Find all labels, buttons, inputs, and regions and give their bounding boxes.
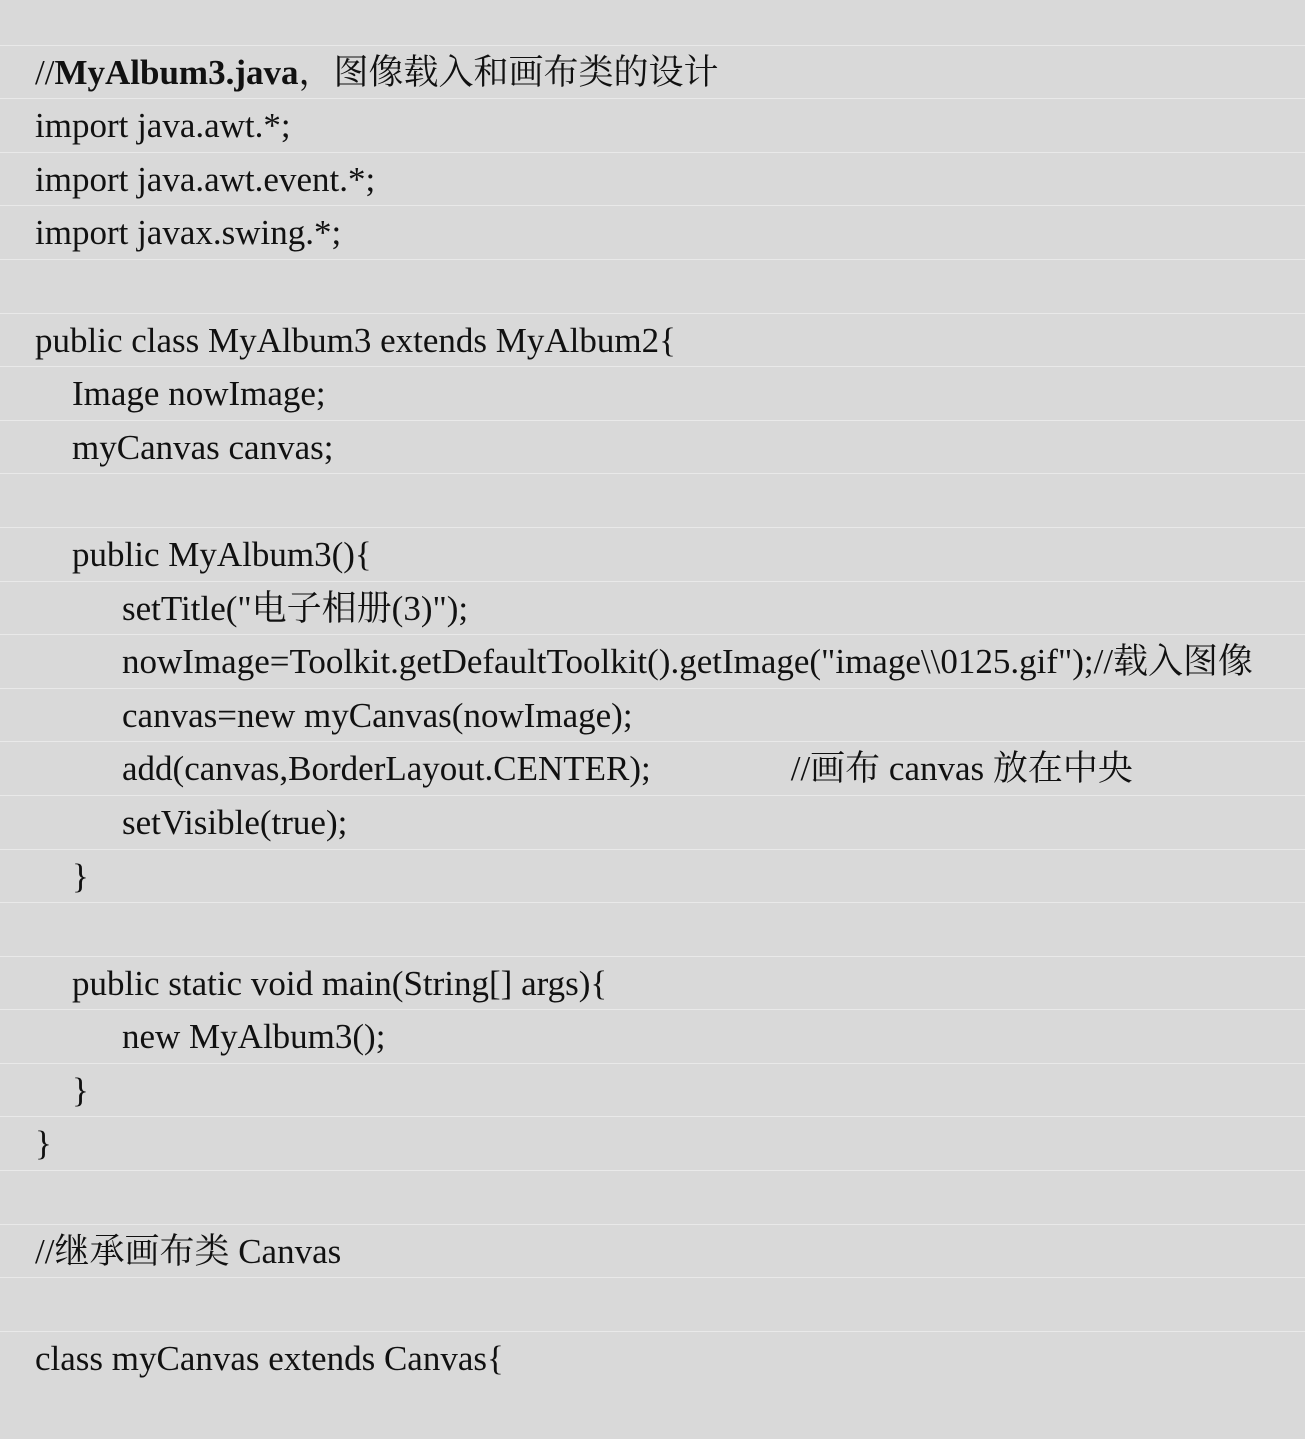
set-visible-statement: setVisible(true); <box>122 802 348 842</box>
field-canvas: myCanvas canvas; <box>72 427 334 467</box>
code-line <box>0 1171 1305 1271</box>
main-close-brace: } <box>72 1070 89 1110</box>
code-line <box>0 260 1305 360</box>
inherit-canvas-comment: //继承画布类 Canvas <box>35 1231 342 1271</box>
import-awt-event: import java.awt.event.*; <box>35 159 376 199</box>
file-description: ，图像载入和画布类的设计 <box>298 52 719 92</box>
get-image-statement: nowImage=Toolkit.getDefaultToolkit().getImage("image\\0125.gif");//载入图像 <box>122 642 1254 682</box>
code-line <box>0 1278 1305 1378</box>
constructor-close-brace: } <box>72 856 89 896</box>
class-declaration: public class MyAlbum3 extends MyAlbum2{ <box>35 320 676 360</box>
import-swing: import javax.swing.*; <box>35 213 342 253</box>
comment-prefix: // <box>35 52 55 92</box>
add-canvas-line <box>35 742 1133 796</box>
add-canvas-statement: add(canvas,BorderLayout.CENTER); <box>122 749 651 789</box>
canvas-class-declaration: class myCanvas extends Canvas{ <box>35 1338 504 1378</box>
code-line <box>0 1064 1305 1164</box>
code-line-header-comment <box>0 0 1305 92</box>
blank-line <box>0 850 1305 904</box>
import-awt: import java.awt.*; <box>35 106 291 146</box>
blank-line <box>0 1117 1305 1171</box>
code-line <box>0 474 1305 574</box>
main-declaration: public static void main(String[] args){ <box>72 963 608 1003</box>
header-comment <box>35 46 719 100</box>
code-line <box>0 903 1305 1003</box>
add-canvas-comment: //画布 canvas 放在中央 <box>790 749 1133 789</box>
file-name: MyAlbum3.java <box>54 52 299 92</box>
set-title-statement: setTitle("电子相册(3)"); <box>122 588 469 628</box>
class-close-brace: } <box>35 1124 52 1164</box>
new-canvas-statement: canvas=new myCanvas(nowImage); <box>122 695 633 735</box>
constructor-declaration: public MyAlbum3(){ <box>72 534 372 574</box>
new-album-statement: new MyAlbum3(); <box>122 1017 386 1057</box>
field-now-image: Image nowImage; <box>72 374 326 414</box>
